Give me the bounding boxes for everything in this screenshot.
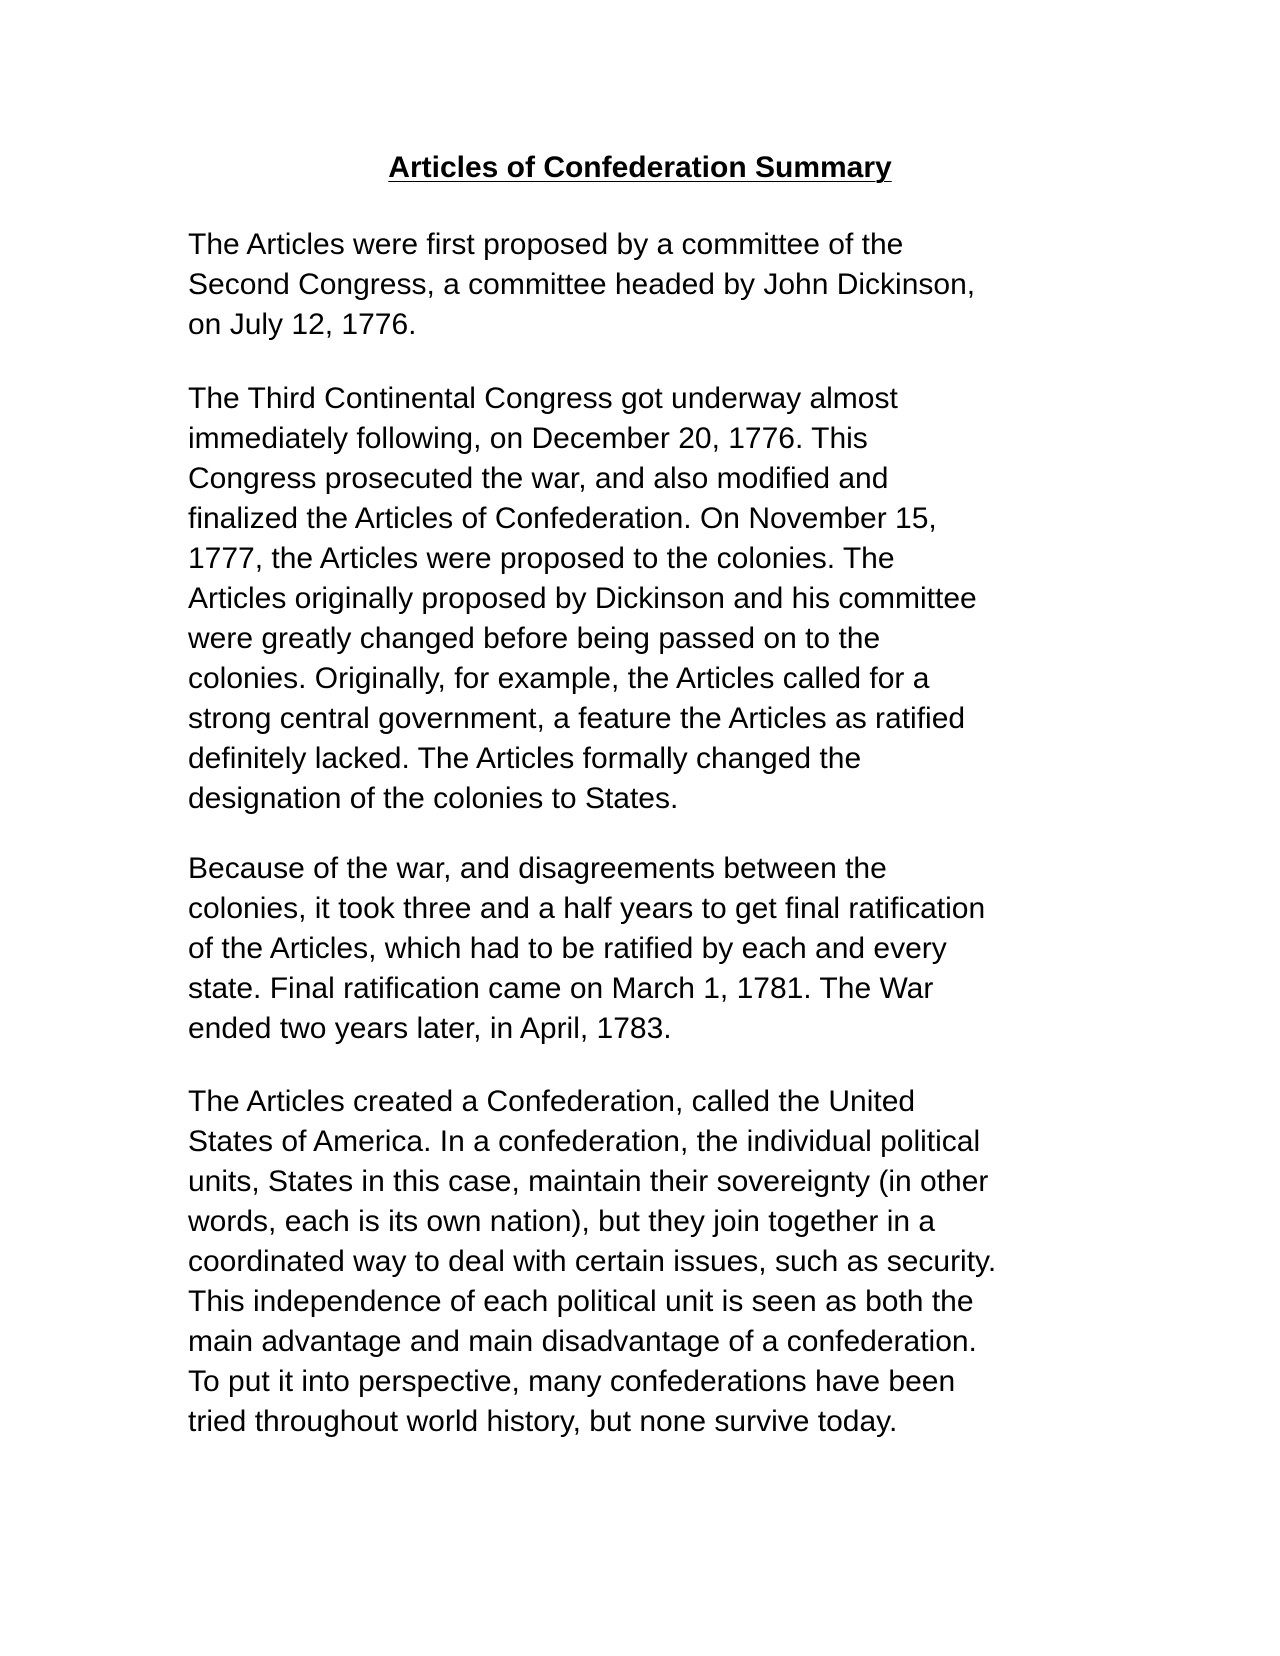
- document-title: [0, 150, 1280, 186]
- text-line: of the Articles, which had to be ratified by each and every: [188, 932, 947, 965]
- text-line: The Third Continental Congress got underway almost: [188, 382, 898, 415]
- text-line: immediately following, on December 20, 1776. This: [188, 422, 868, 455]
- text-line: finalized the Articles of Confederation. On November 15,: [188, 502, 937, 535]
- text-line: Second Congress, a committee headed by John Dickinson,: [188, 268, 976, 301]
- text-line: coordinated way to deal with certain issues, such as security.: [188, 1245, 997, 1278]
- text-line: To put it into perspective, many confederations have been: [188, 1365, 956, 1398]
- text-line: on July 12, 1776.: [188, 308, 417, 341]
- text-line: Because of the war, and disagreements between the: [188, 852, 887, 885]
- text-line: colonies, it took three and a half years to get final ratification: [188, 892, 986, 925]
- text-line: were greatly changed before being passed on to the: [188, 622, 881, 655]
- paragraph-3: [188, 849, 1108, 1049]
- text-line: tried throughout world history, but none survive today.: [188, 1405, 898, 1438]
- text-line: States of America. In a confederation, the individual political: [188, 1125, 981, 1158]
- text-line: colonies. Originally, for example, the Articles called for a: [188, 662, 930, 695]
- text-line: 1777, the Articles were proposed to the colonies. The: [188, 542, 895, 575]
- text-line: strong central government, a feature the Articles as ratified: [188, 702, 966, 735]
- text-line: units, States in this case, maintain their sovereignty (in other: [188, 1165, 989, 1198]
- text-line: main advantage and main disadvantage of a confederation.: [188, 1325, 977, 1358]
- text-line: words, each is its own nation), but they join together in a: [188, 1205, 936, 1238]
- text-line: Congress prosecuted the war, and also modified and: [188, 462, 889, 495]
- text-line: designation of the colonies to States.: [188, 782, 679, 815]
- text-line: The Articles were first proposed by a committee of the: [188, 228, 904, 261]
- text-line: state. Final ratification came on March 1, 1781. The War: [188, 972, 934, 1005]
- text-line: definitely lacked. The Articles formally changed the: [188, 742, 862, 775]
- text-line: ended two years later, in April, 1783.: [188, 1012, 672, 1045]
- text-line: Articles originally proposed by Dickinson and his committee: [188, 582, 977, 615]
- document-title-text: Articles of Confederation Summary: [388, 151, 892, 184]
- paragraph-4: [188, 1082, 1108, 1442]
- text-line: This independence of each political unit is seen as both the: [188, 1285, 974, 1318]
- paragraph-1: [188, 225, 1108, 345]
- text-line: The Articles created a Confederation, called the United: [188, 1085, 916, 1118]
- paragraph-2: [188, 379, 1108, 819]
